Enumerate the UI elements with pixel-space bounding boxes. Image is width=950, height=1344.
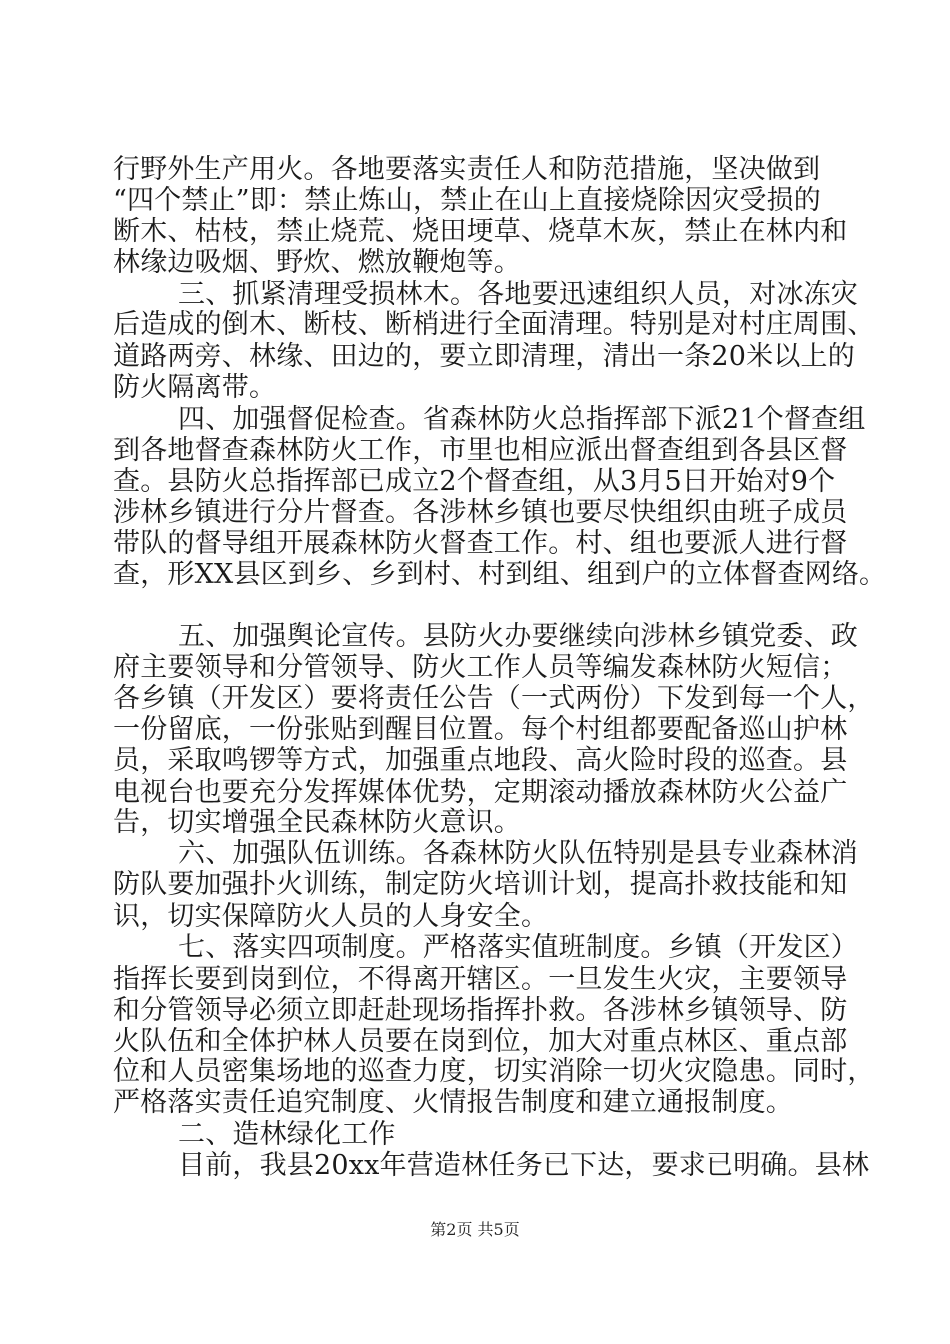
text-line: 四、加强督促检查。省森林防火总指挥部下派21个督查组 [178,404,866,435]
text-line: 六、加强队伍训练。各森林防火队伍特别是县专业森林消 [178,838,858,869]
text-line: 查。县防火总指挥部已成立2个督查组，从3月5日开始对9个 [113,466,836,497]
text-line: 断木、枯枝，禁止烧荒、烧田埂草、烧草木灰，禁止在林内和 [113,216,848,247]
text-line: 二、造林绿化工作 [178,1119,396,1150]
text-line: 府主要领导和分管领导、防火工作人员等编发森林防火短信； [113,652,848,683]
text-line: 林缘边吸烟、野炊、燃放鞭炮等。 [113,247,521,278]
text-line: 道路两旁、林缘、田边的，要立即清理，清出一条20米以上的 [113,341,855,372]
text-line: “四个禁止”即：禁止炼山，禁止在山上直接烧除因灾受损的 [113,185,822,216]
text-line: 行野外生产用火。各地要落实责任人和防范措施，坚决做到 [113,154,821,185]
text-line: 后造成的倒木、断枝、断梢进行全面清理。特别是对村庄周围、 [113,309,875,340]
text-line: 防队要加强扑火训练，制定防火培训计划，提高扑救技能和知 [113,869,848,900]
text-line: 电视台也要充分发挥媒体优势，定期滚动播放森林防火公益广 [113,777,848,808]
page-footer: 第2页 共5页 [430,1220,520,1239]
text-line: 和分管领导必须立即赶赴现场指挥扑救。各涉林乡镇领导、防 [113,995,848,1026]
text-line: 目前，我县20xx年营造林任务已下达，要求已明确。县林 [178,1150,870,1181]
text-line: 火队伍和全体护林人员要在岗到位，加大对重点林区、重点部 [113,1026,848,1057]
text-line: 员，采取鸣锣等方式，加强重点地段、高火险时段的巡查。县 [113,745,848,776]
text-line: 到各地督查森林防火工作，市里也相应派出督查组到各县区督 [113,435,848,466]
text-line: 七、落实四项制度。严格落实值班制度。乡镇（开发区） [178,932,858,963]
text-line: 识，切实保障防火人员的人身安全。 [113,901,549,932]
text-line: 带队的督导组开展森林防火督查工作。村、组也要派人进行督 [113,528,848,559]
text-line: 告，切实增强全民森林防火意识。 [113,807,521,838]
text-line: 一份留底，一份张贴到醒目位置。每个村组都要配备巡山护林 [113,714,848,745]
text-line: 位和人员密集场地的巡查力度，切实消除一切火灾隐患。同时， [113,1056,875,1087]
text-line: 指挥长要到岗到位，不得离开辖区。一旦发生火灾，主要领导 [113,964,848,995]
text-line: 涉林乡镇进行分片督查。各涉林乡镇也要尽快组织由班子成员 [113,497,848,528]
text-line: 防火隔离带。 [113,372,277,403]
text-line: 三、抓紧清理受损林木。各地要迅速组织人员，对冰冻灾 [178,279,858,310]
text-line: 各乡镇（开发区）要将责任公告（一式两份）下发到每一个人， [113,683,875,714]
text-line: 五、加强舆论宣传。县防火办要继续向涉林乡镇党委、政 [178,621,858,652]
text-line: 严格落实责任追究制度、火情报告制度和建立通报制度。 [113,1087,793,1118]
text-line: 查，形XX县区到乡、乡到村、村到组、组到户的立体督查网络。 [113,559,887,590]
